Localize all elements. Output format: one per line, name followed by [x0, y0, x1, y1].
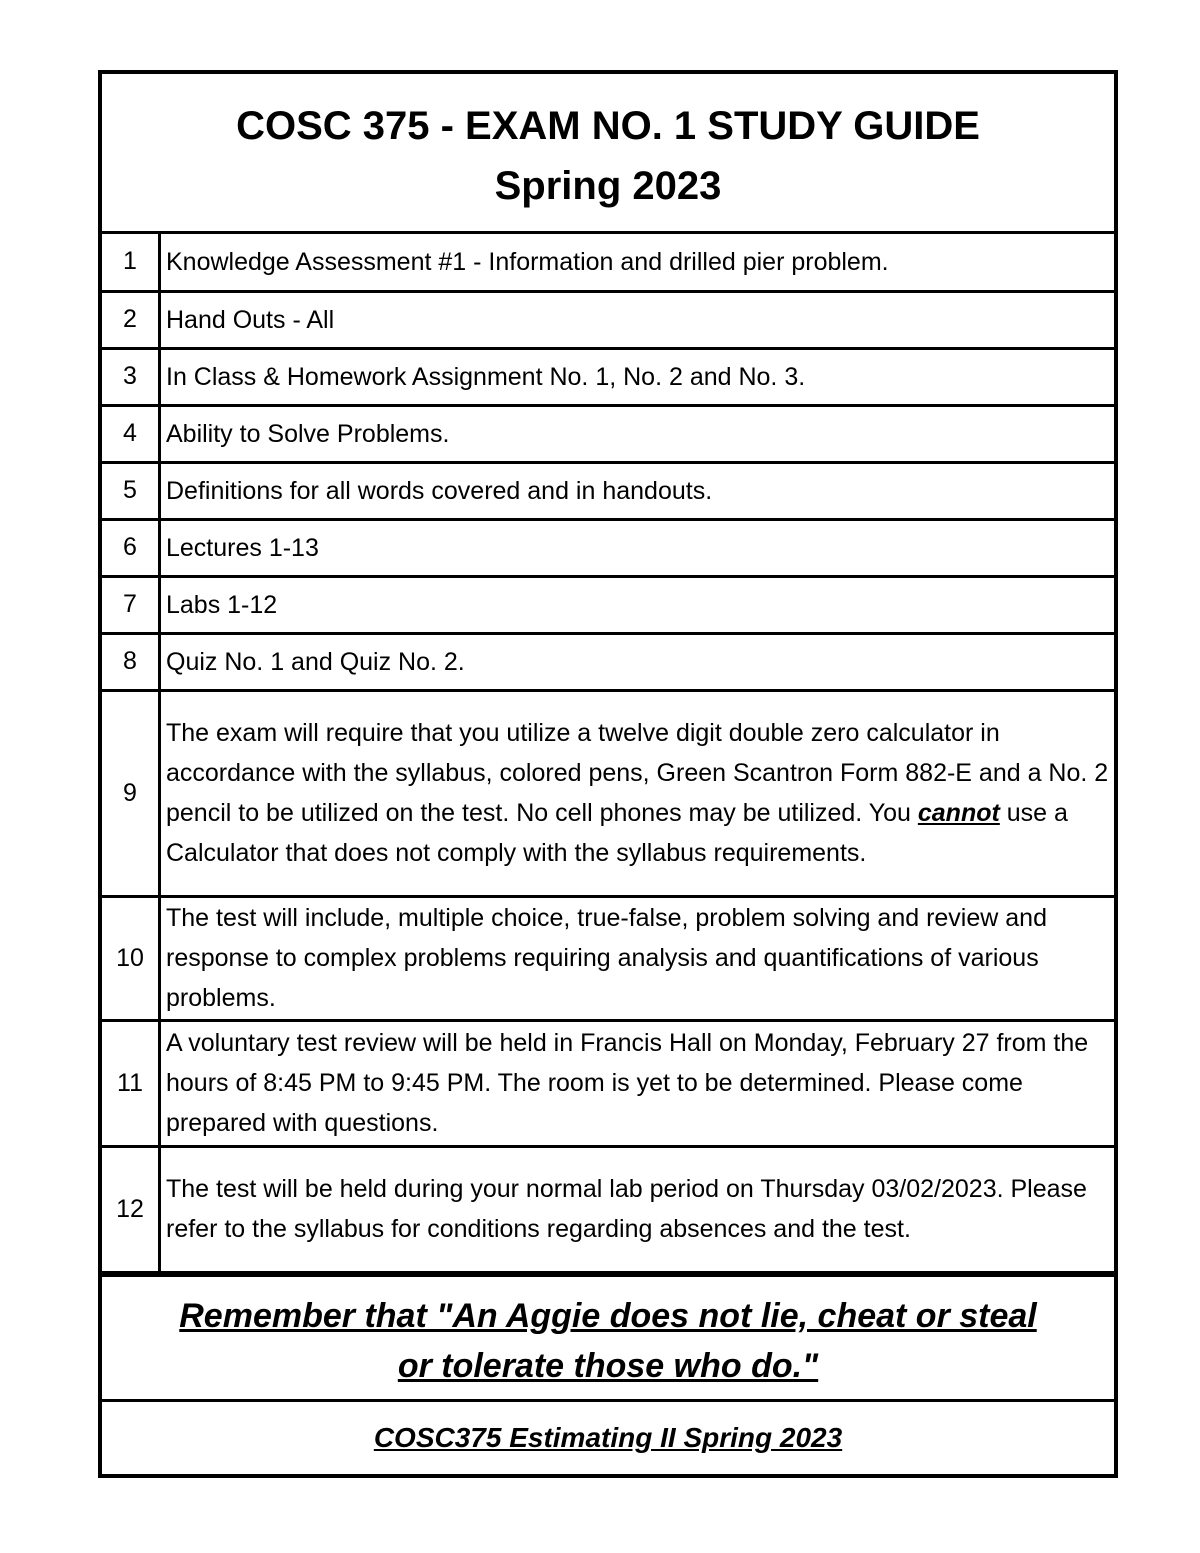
item-number: 7 — [102, 576, 160, 633]
footer — [102, 1402, 1114, 1474]
table-row — [102, 690, 1114, 896]
item-text: Lectures 1-13 — [160, 519, 1115, 576]
item-text: The test will be held during your normal lab period on Thursday 03/02/2023. Please refer to the syllabus for conditions regarding absences and the test. — [160, 1146, 1115, 1272]
table-row — [102, 462, 1114, 519]
table-row — [102, 1146, 1114, 1272]
page-subtitle: Spring 2023 — [494, 164, 722, 208]
item-number: 8 — [102, 633, 160, 690]
item-text: A voluntary test review will be held in Francis Hall on Monday, February 27 from the hours of 8:45 PM to 9:45 PM. The room is yet to be determined. Please come prepared with questions. — [160, 1020, 1115, 1146]
motto-line: or tolerate those who do." — [397, 1346, 819, 1385]
item-text: Definitions for all words covered and in handouts. — [160, 462, 1115, 519]
item-text-part: use a Calculator that does not comply with the syllabus requirements. — [166, 799, 1068, 867]
page-title: COSC 375 - EXAM NO. 1 STUDY GUIDE — [236, 104, 980, 148]
table-row — [102, 519, 1114, 576]
study-items-table — [102, 234, 1114, 1274]
title-block — [102, 74, 1114, 234]
item-number: 3 — [102, 348, 160, 405]
item-number: 12 — [102, 1146, 160, 1272]
item-text: Labs 1-12 — [160, 576, 1115, 633]
table-row — [102, 291, 1114, 348]
item-number: 4 — [102, 405, 160, 462]
item-text-part: The exam will require that you utilize a twelve digit double zero calculator in accordance with the syllabus, colored pens, Green Scantron Form 882-E and a No. 2 pencil to be utilized on the test. No cell phones may be utilized. You — [166, 719, 1109, 827]
item-text: Ability to Solve Problems. — [160, 405, 1115, 462]
table-row — [102, 633, 1114, 690]
item-text — [160, 690, 1115, 896]
item-number: 5 — [102, 462, 160, 519]
footer-text: COSC375 Estimating II Spring 2023 — [373, 1421, 843, 1453]
table-row — [102, 576, 1114, 633]
study-guide-sheet — [98, 70, 1118, 1478]
item-number: 1 — [102, 234, 160, 291]
table-row — [102, 348, 1114, 405]
item-text: Quiz No. 1 and Quiz No. 2. — [160, 633, 1115, 690]
motto-line: Remember that "An Aggie does not lie, cheat or steal — [179, 1296, 1037, 1335]
honor-code-motto — [102, 1274, 1114, 1402]
table-row — [102, 1020, 1114, 1146]
item-text: The test will include, multiple choice, true-false, problem solving and review and response to complex problems requiring analysis and quantifications of various problems. — [160, 896, 1115, 1020]
item-number: 11 — [102, 1020, 160, 1146]
item-text: Knowledge Assessment #1 - Information and drilled pier problem. — [160, 234, 1115, 291]
item-number: 6 — [102, 519, 160, 576]
item-text: In Class & Homework Assignment No. 1, No. 2 and No. 3. — [160, 348, 1115, 405]
table-row — [102, 405, 1114, 462]
item-number: 9 — [102, 690, 160, 896]
item-number: 10 — [102, 896, 160, 1020]
table-row — [102, 896, 1114, 1020]
item-text-emphasis: cannot — [917, 799, 1000, 827]
item-number: 2 — [102, 291, 160, 348]
item-text: Hand Outs - All — [160, 291, 1115, 348]
table-row — [102, 234, 1114, 291]
